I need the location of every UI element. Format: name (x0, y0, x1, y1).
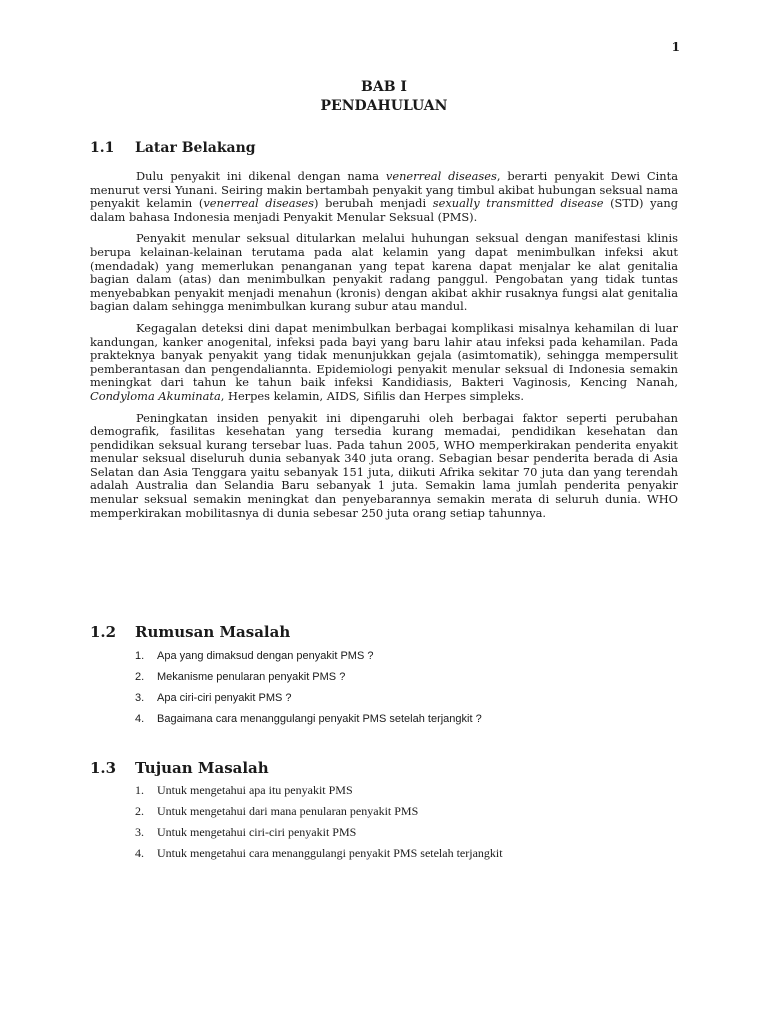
italic-term: venerreal diseases (385, 169, 497, 183)
list-index: 4. (135, 846, 144, 860)
text-run: Dulu penyakit ini dikenal dengan nama (136, 169, 386, 183)
text-run: , Herpes kelamin, AIDS, Sifilis dan Herpes simpleks. (220, 388, 525, 403)
text-run: (STD) yang dalam bahasa Indonesia menjadi Penyakit Menular Seksual (PMS). (90, 196, 678, 224)
section-heading-rumusan-masalah (90, 623, 290, 641)
tujuan-masalah-list (135, 783, 675, 867)
list-index: 2. (135, 671, 145, 683)
section-number: 1.2 (90, 623, 117, 641)
italic-term: venerreal diseases (203, 196, 315, 211)
list-text: Mekanisme penularan penyakit PMS ? (157, 671, 346, 683)
list-text: Untuk mengetahui ciri-ciri penyakit PMS (157, 825, 357, 839)
list-index: 3. (135, 692, 145, 704)
list-item (135, 692, 675, 713)
list-text: Untuk mengetahui dari mana penularan penyakit PMS (157, 804, 419, 818)
list-item (135, 671, 675, 692)
list-item (135, 650, 675, 671)
list-item (135, 783, 675, 804)
italic-term: sexually transmitted disease (432, 196, 604, 211)
paragraph-4: Peningkatan insiden penyakit ini dipengaruhi oleh berbagai faktor seperti perubahan demografik, fasilitas kesehatan yang tersedia kurang memadai, pendidikan kesehatan dan pendidikan seksual kurang tersebar luas. Pada tahun 2005, WHO memperkirakan penderita enyakit menular seksual diseluruh dunia sebanyak 340 juta orang. Sebagian besar penderita berada di Asia Selatan dan Asia Tenggara yaitu sebanyak 151 juta, diikuti Afrika sekitar 70 juta dan yang terendah adalah Australia dan Selandia Baru sebanyak 1 juta. Semakin lama jumlah penderita penyakir menular seksual semakin meningkat dan penyebarannya semakin merata di seluruh dunia. WHO memperkirakan mobilitasnya di dunia sebesar 250 juta orang setiap tahunnya. (90, 410, 678, 520)
list-text: Apa yang dimaksud dengan penyakit PMS ? (157, 650, 374, 662)
page-number: 1 (671, 40, 680, 54)
list-text: Untuk mengetahui apa itu penyakit PMS (157, 783, 353, 797)
latar-belakang-body (90, 170, 678, 528)
text-run: Kegagalan deteksi dini dapat menimbulkan berbagai komplikasi misalnya kehamilan di luar kandungan, kanker anogenital, infeksi pada bayi yang baru lahir atau infeksi pada kehamilan. Pada prakteknya banyak penyakit yang tidak menunjukkan gejala (asimtomatik), sehingga mempersulit pemberantasan dan pengendaliannta. Epidemiologi penyakit menular seksual di Indonesia semakin meningkat dari tahun ke tahun baik infeksi Kandidiasis, Bakteri Vaginosis, Kencing Nanah, (90, 320, 678, 390)
list-index: 1. (135, 650, 145, 662)
list-item (135, 825, 675, 846)
chapter-label: BAB I (361, 79, 407, 95)
list-index: 1. (135, 783, 144, 797)
list-index: 2. (135, 804, 144, 818)
list-text: Untuk mengetahui cara menanggulangi penyakit PMS setelah terjangkit (157, 846, 503, 860)
list-index: 3. (135, 825, 144, 839)
section-heading-latar-belakang (90, 140, 256, 156)
rumusan-masalah-list (135, 650, 675, 734)
paragraph-1 (90, 170, 678, 224)
section-heading-tujuan-masalah (90, 759, 269, 777)
italic-term: Condyloma Akuminata (90, 388, 221, 403)
section-title: Latar Belakang (135, 140, 256, 156)
text-run: , berarti penyakit Dewi Cinta menurut versi Yunani. Seiring makin bertambah penyakit yang timbul akibat hubungan seksual nama penyakit kelamin ( (90, 169, 678, 211)
paragraph-2: Penyakit menular seksual ditularkan melalui huhungan seksual dengan manifestasi klinis berupa kelainan-kelainan terutama pada alat kelamin yang dapat menimbulkan infeksi akut (mendadak) yang memerlukan penanganan yang tepat karena dapat menjalar ke alat genitalia bagian dalam (atas) dan menimbulkan penyakit radang panggul. Pengobatan yang tidak tuntas menyebabkan penyakit menjadi menahun (kronis) dengan akibat akhir rusaknya fungsi alat genitalia bagian dalam sehingga menimbulkan kurang subur atau mandul. (90, 231, 678, 314)
list-item (135, 804, 675, 825)
section-title: Tujuan Masalah (135, 759, 269, 777)
list-text: Bagaimana cara menanggulangi penyakit PMS setelah terjangkit ? (157, 713, 482, 725)
chapter-title: PENDAHULUAN (320, 98, 448, 114)
list-text: Apa ciri-ciri penyakit PMS ? (157, 692, 292, 704)
text-run: ) berubah menjadi (314, 196, 433, 211)
list-item (135, 713, 675, 734)
section-number: 1.3 (90, 759, 117, 777)
section-title: Rumusan Masalah (135, 623, 291, 641)
paragraph-3 (90, 322, 678, 404)
section-number: 1.1 (90, 140, 115, 156)
list-item (135, 846, 675, 867)
list-index: 4. (135, 713, 145, 725)
chapter-title-block (0, 78, 768, 116)
